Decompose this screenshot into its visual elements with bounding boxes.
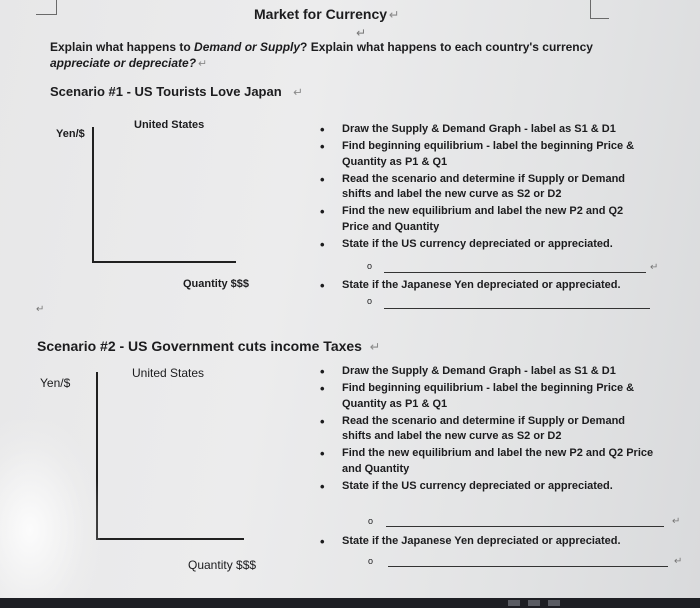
list-item: [316, 237, 636, 253]
scenario-2-y-axis: [96, 372, 98, 539]
intro-text: appreciate or depreciate?: [50, 56, 197, 70]
bullet-icon: •: [320, 236, 325, 252]
instruction-text: Draw the Supply & Demand Graph - label as S1 & D1: [342, 365, 616, 377]
intro-line-1: [50, 40, 593, 54]
sub-bullet-icon: o: [368, 556, 374, 566]
scenario-1-y-axis-label: Yen/$: [56, 128, 85, 140]
bullet-icon: •: [320, 278, 325, 293]
paragraph-mark: ↵: [674, 556, 683, 567]
page-title-text: Market for Currency: [254, 6, 388, 22]
scenario-2-title: [37, 338, 380, 354]
instruction-text: Find beginning equilibrium - label the beginning Price & Quantity as P1 & Q1: [342, 140, 635, 168]
intro-text: Explain what happens to: [50, 40, 195, 54]
list-item: [316, 479, 656, 495]
scenario-1-title-text: Scenario #1 - US Tourists Love Japan: [50, 84, 282, 99]
intro-text: ? Explain what happens to each country's currency: [300, 40, 593, 54]
scenario-1-instructions: [316, 122, 636, 254]
scenario-1-title: [50, 84, 303, 99]
crop-mark-top-right: [590, 0, 609, 19]
bullet-icon: •: [320, 139, 325, 154]
list-item: [316, 446, 656, 477]
scenario-2-instructions: [316, 364, 656, 496]
scenario-2-country-label: United States: [132, 366, 205, 380]
instruction-text: Find the new equilibrium and label the new P2 and Q2 Price and Quantity: [342, 447, 654, 475]
paragraph-mark: ↵: [198, 58, 208, 70]
bullet-icon: •: [320, 364, 325, 379]
paragraph-mark: ↵: [389, 8, 400, 22]
paragraph-mark: ↵: [36, 304, 45, 315]
taskbar-app-icon[interactable]: [508, 600, 520, 606]
intro-emphasis: Demand or Supply: [194, 40, 301, 54]
bullet-icon: •: [320, 204, 325, 219]
taskbar-app-icon[interactable]: [528, 600, 540, 606]
paragraph-mark: ↵: [650, 262, 659, 273]
taskbar-app-icon[interactable]: [548, 600, 560, 606]
bullet-icon: •: [320, 478, 325, 494]
instruction-text: State if the Japanese Yen depreciated or appreciated.: [342, 535, 621, 547]
answer-blank[interactable]: [388, 566, 668, 567]
instruction-text: Find beginning equilibrium - label the beginning Price & Quantity as P1 & Q1: [342, 382, 635, 410]
paragraph-mark: ↵: [672, 516, 681, 527]
page-title: [254, 6, 400, 22]
scenario-1-country-label: United States: [134, 119, 205, 131]
scenario-1-instructions-cont: [316, 278, 636, 295]
scenario-1-x-axis-label: Quantity $$$: [183, 278, 250, 290]
scenario-2-x-axis-label: Quantity $$$: [188, 558, 257, 572]
list-item: [316, 534, 656, 550]
answer-blank[interactable]: [384, 272, 646, 273]
bullet-icon: •: [320, 171, 325, 187]
instruction-text: Read the scenario and determine if Supply or Demand shifts and label the new curve as S2 or D2: [342, 414, 626, 442]
list-item: [316, 172, 636, 203]
scenario-1-x-axis: [92, 261, 236, 263]
list-item: [316, 381, 656, 412]
taskbar: [0, 598, 700, 608]
bullet-icon: •: [320, 381, 325, 396]
glare-overlay: [0, 420, 100, 608]
list-item: [316, 278, 636, 294]
answer-blank[interactable]: [386, 526, 664, 527]
sub-bullet-icon: o: [368, 516, 374, 526]
list-item: [316, 204, 636, 235]
paragraph-mark: ↵: [356, 26, 367, 40]
intro-line-2: [50, 56, 207, 70]
bullet-icon: •: [320, 446, 325, 461]
instruction-text: State if the US currency depreciated or appreciated.: [342, 479, 613, 492]
crop-mark-top-left: [36, 0, 57, 15]
bullet-icon: •: [320, 122, 325, 137]
list-item: [316, 139, 636, 170]
answer-blank[interactable]: [384, 308, 650, 309]
scenario-1-y-axis: [92, 127, 94, 262]
scenario-2-y-axis-label: Yen/$: [40, 376, 71, 390]
sub-bullet-icon: o: [367, 261, 373, 271]
scenario-2-instructions-cont: [316, 534, 656, 551]
scenario-2-title-text: Scenario #2 - US Government cuts income Taxes: [37, 338, 362, 354]
list-item: [316, 364, 656, 380]
instruction-text: Read the scenario and determine if Supply or Demand shifts and label the new curve as S2 or D2: [342, 172, 626, 200]
instruction-text: State if the Japanese Yen depreciated or appreciated.: [342, 279, 621, 291]
paragraph-mark: ↵: [369, 340, 381, 354]
list-item: [316, 414, 656, 445]
instruction-text: Draw the Supply & Demand Graph - label as S1 & D1: [342, 123, 616, 135]
bullet-icon: •: [320, 534, 325, 549]
instruction-text: State if the US currency depreciated or appreciated.: [342, 237, 613, 250]
sub-bullet-icon: o: [367, 296, 373, 306]
bullet-icon: •: [320, 413, 325, 429]
scenario-2-x-axis: [96, 538, 244, 540]
instruction-text: Find the new equilibrium and label the new P2 and Q2 Price and Quantity: [342, 205, 624, 233]
paragraph-mark: ↵: [293, 86, 304, 99]
list-item: [316, 122, 636, 138]
